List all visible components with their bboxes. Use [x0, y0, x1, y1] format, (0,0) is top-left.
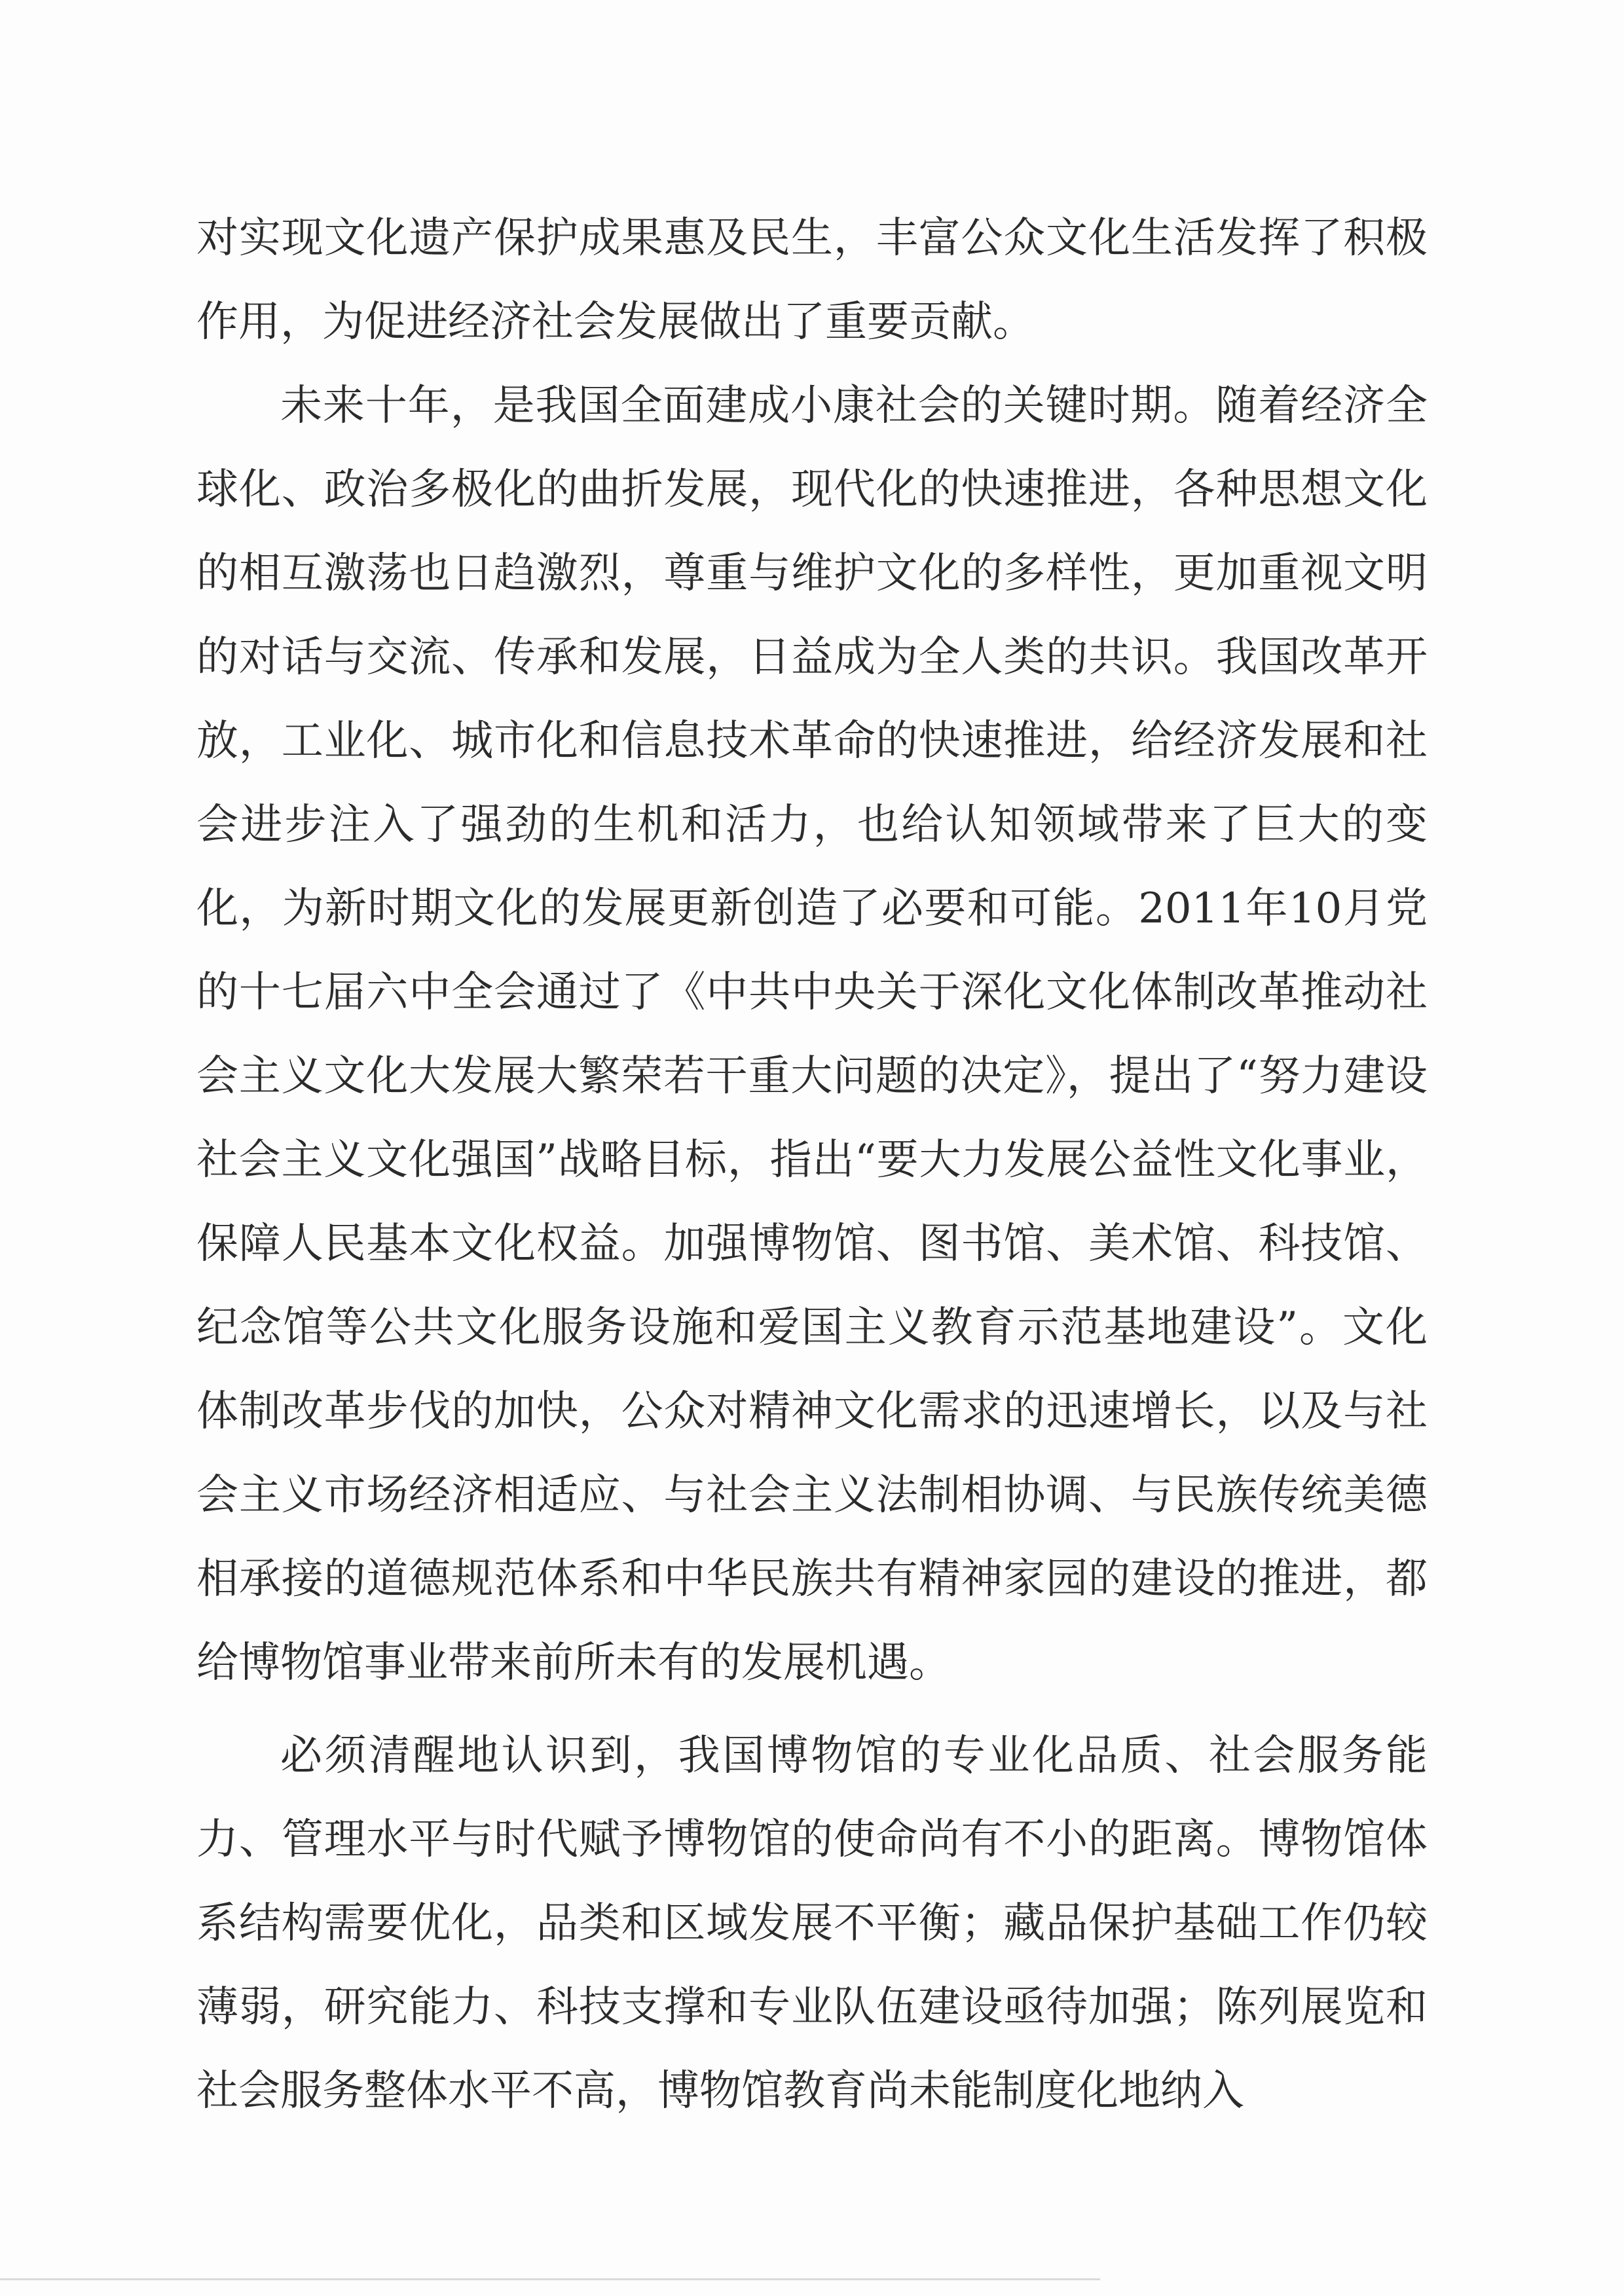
paragraph-2: 未来十年，是我国全面建成小康社会的关键时期。随着经济全球化、政治多极化的曲折发展，现代化的快速推进，各种思想文化的相互激荡也日趋激烈，尊重与维护文化的多样性，更加重视文明的对话与交流、传承和发展，日益成为全人类的共识。我国改革开放，工业化、城市化和信息技术革命的快速推进，给经济发展和社会进步注入了强劲的生机和活力，也给认知领域带来了巨大的变化，为新时期文化的发展更新创造了必要和可能。2011年10月党的十七届六中全会通过了《中共中央关于深化文化体制改革推动社会主义文化大发展大繁荣若干重大问题的决定》，提出了“努力建设社会主义文化强国”战略目标，指出“要大力发展公益性文化事业，保障人民基本文化权益。加强博物馆、图书馆、美术馆、科技馆、纪念馆等公共文化服务设施和爱国主义教育示范基地建设”。文化体制改革步伐的加快，公众对精神文化需求的迅速增长，以及与社会主义市场经济相适应、与社会主义法制相协调、与民族传统美德相承接的道德规范体系和中华民族共有精神家园的建设的推进，都给博物馆事业带来前所未有的发展机遇。: [196, 382, 1428, 1687]
body-text: [196, 196, 1428, 2133]
paragraph-1: 对实现文化遗产保护成果惠及民生，丰富公众文化生活发挥了积极作用，为促进经济社会发展做出了重要贡献。: [196, 214, 1428, 346]
paragraph-3: 必须清醒地认识到，我国博物馆的专业化品质、社会服务能力、管理水平与时代赋予博物馆的使命尚有不小的距离。博物馆体系结构需要优化，品类和区域发展不平衡；藏品保护基础工作仍较薄弱，研究能力、科技支撑和专业队伍建设亟待加强；陈列展览和社会服务整体水平不高，博物馆教育尚未能制度化地纳入: [196, 1732, 1428, 2115]
scan-edge-line: [0, 2278, 1100, 2280]
